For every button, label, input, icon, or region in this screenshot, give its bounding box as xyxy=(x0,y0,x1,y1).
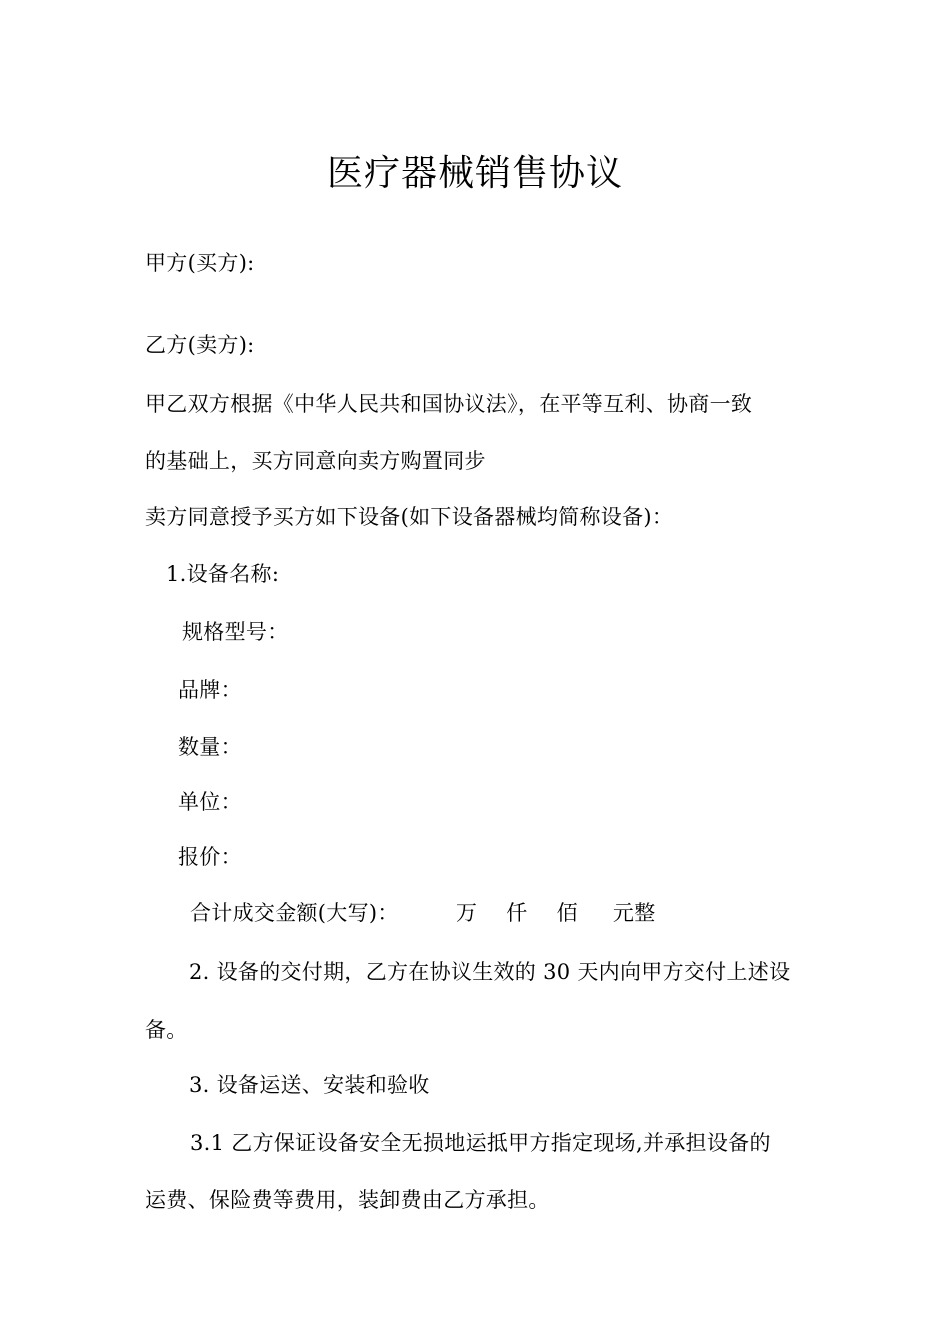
quantity-label: 数量： xyxy=(178,735,242,759)
section31-line-1: 3.1 乙方保证设备安全无损地运抵甲方指定现场,并承担设备的 xyxy=(190,1131,771,1155)
party-b-label: 乙方(卖方): xyxy=(145,333,255,357)
total-amount-line xyxy=(190,899,656,927)
party-a-label: 甲方(买方): xyxy=(145,251,255,275)
brand-label: 品牌： xyxy=(178,678,242,702)
unit-qian: 仟 xyxy=(506,901,528,925)
spec-model-label: 规格型号： xyxy=(182,620,289,644)
price-label: 报价： xyxy=(178,845,242,869)
section2-line-2: 备。 xyxy=(145,1018,188,1042)
unit-bai: 佰 xyxy=(556,901,578,925)
unit-yuan: 元整 xyxy=(612,901,656,925)
section3-heading: 3. 设备运送、安装和验收 xyxy=(189,1073,430,1097)
section31-line-2: 运费、保险费等费用，装卸费由乙方承担。 xyxy=(145,1188,550,1212)
intro-line-2: 的基础上，买方同意向卖方购置同步 xyxy=(145,449,486,473)
unit-label: 单位： xyxy=(178,790,242,814)
document-title: 医疗器械销售协议 xyxy=(326,153,623,194)
item1-equipment-name: 1.设备名称: xyxy=(166,562,280,586)
total-amount-units xyxy=(456,899,656,927)
intro-line-1: 甲乙双方根据《中华人民共和国协议法》，在平等互利、协商一致 xyxy=(145,392,753,416)
section2-line-1: 2. 设备的交付期，乙方在协议生效的 30 天内向甲方交付上述设 xyxy=(189,960,791,984)
total-amount-label: 合计成交金额(大写)： xyxy=(190,901,399,925)
unit-wan: 万 xyxy=(456,901,478,925)
intro-line-3: 卖方同意授予买方如下设备(如下设备器械均简称设备)： xyxy=(145,505,674,529)
